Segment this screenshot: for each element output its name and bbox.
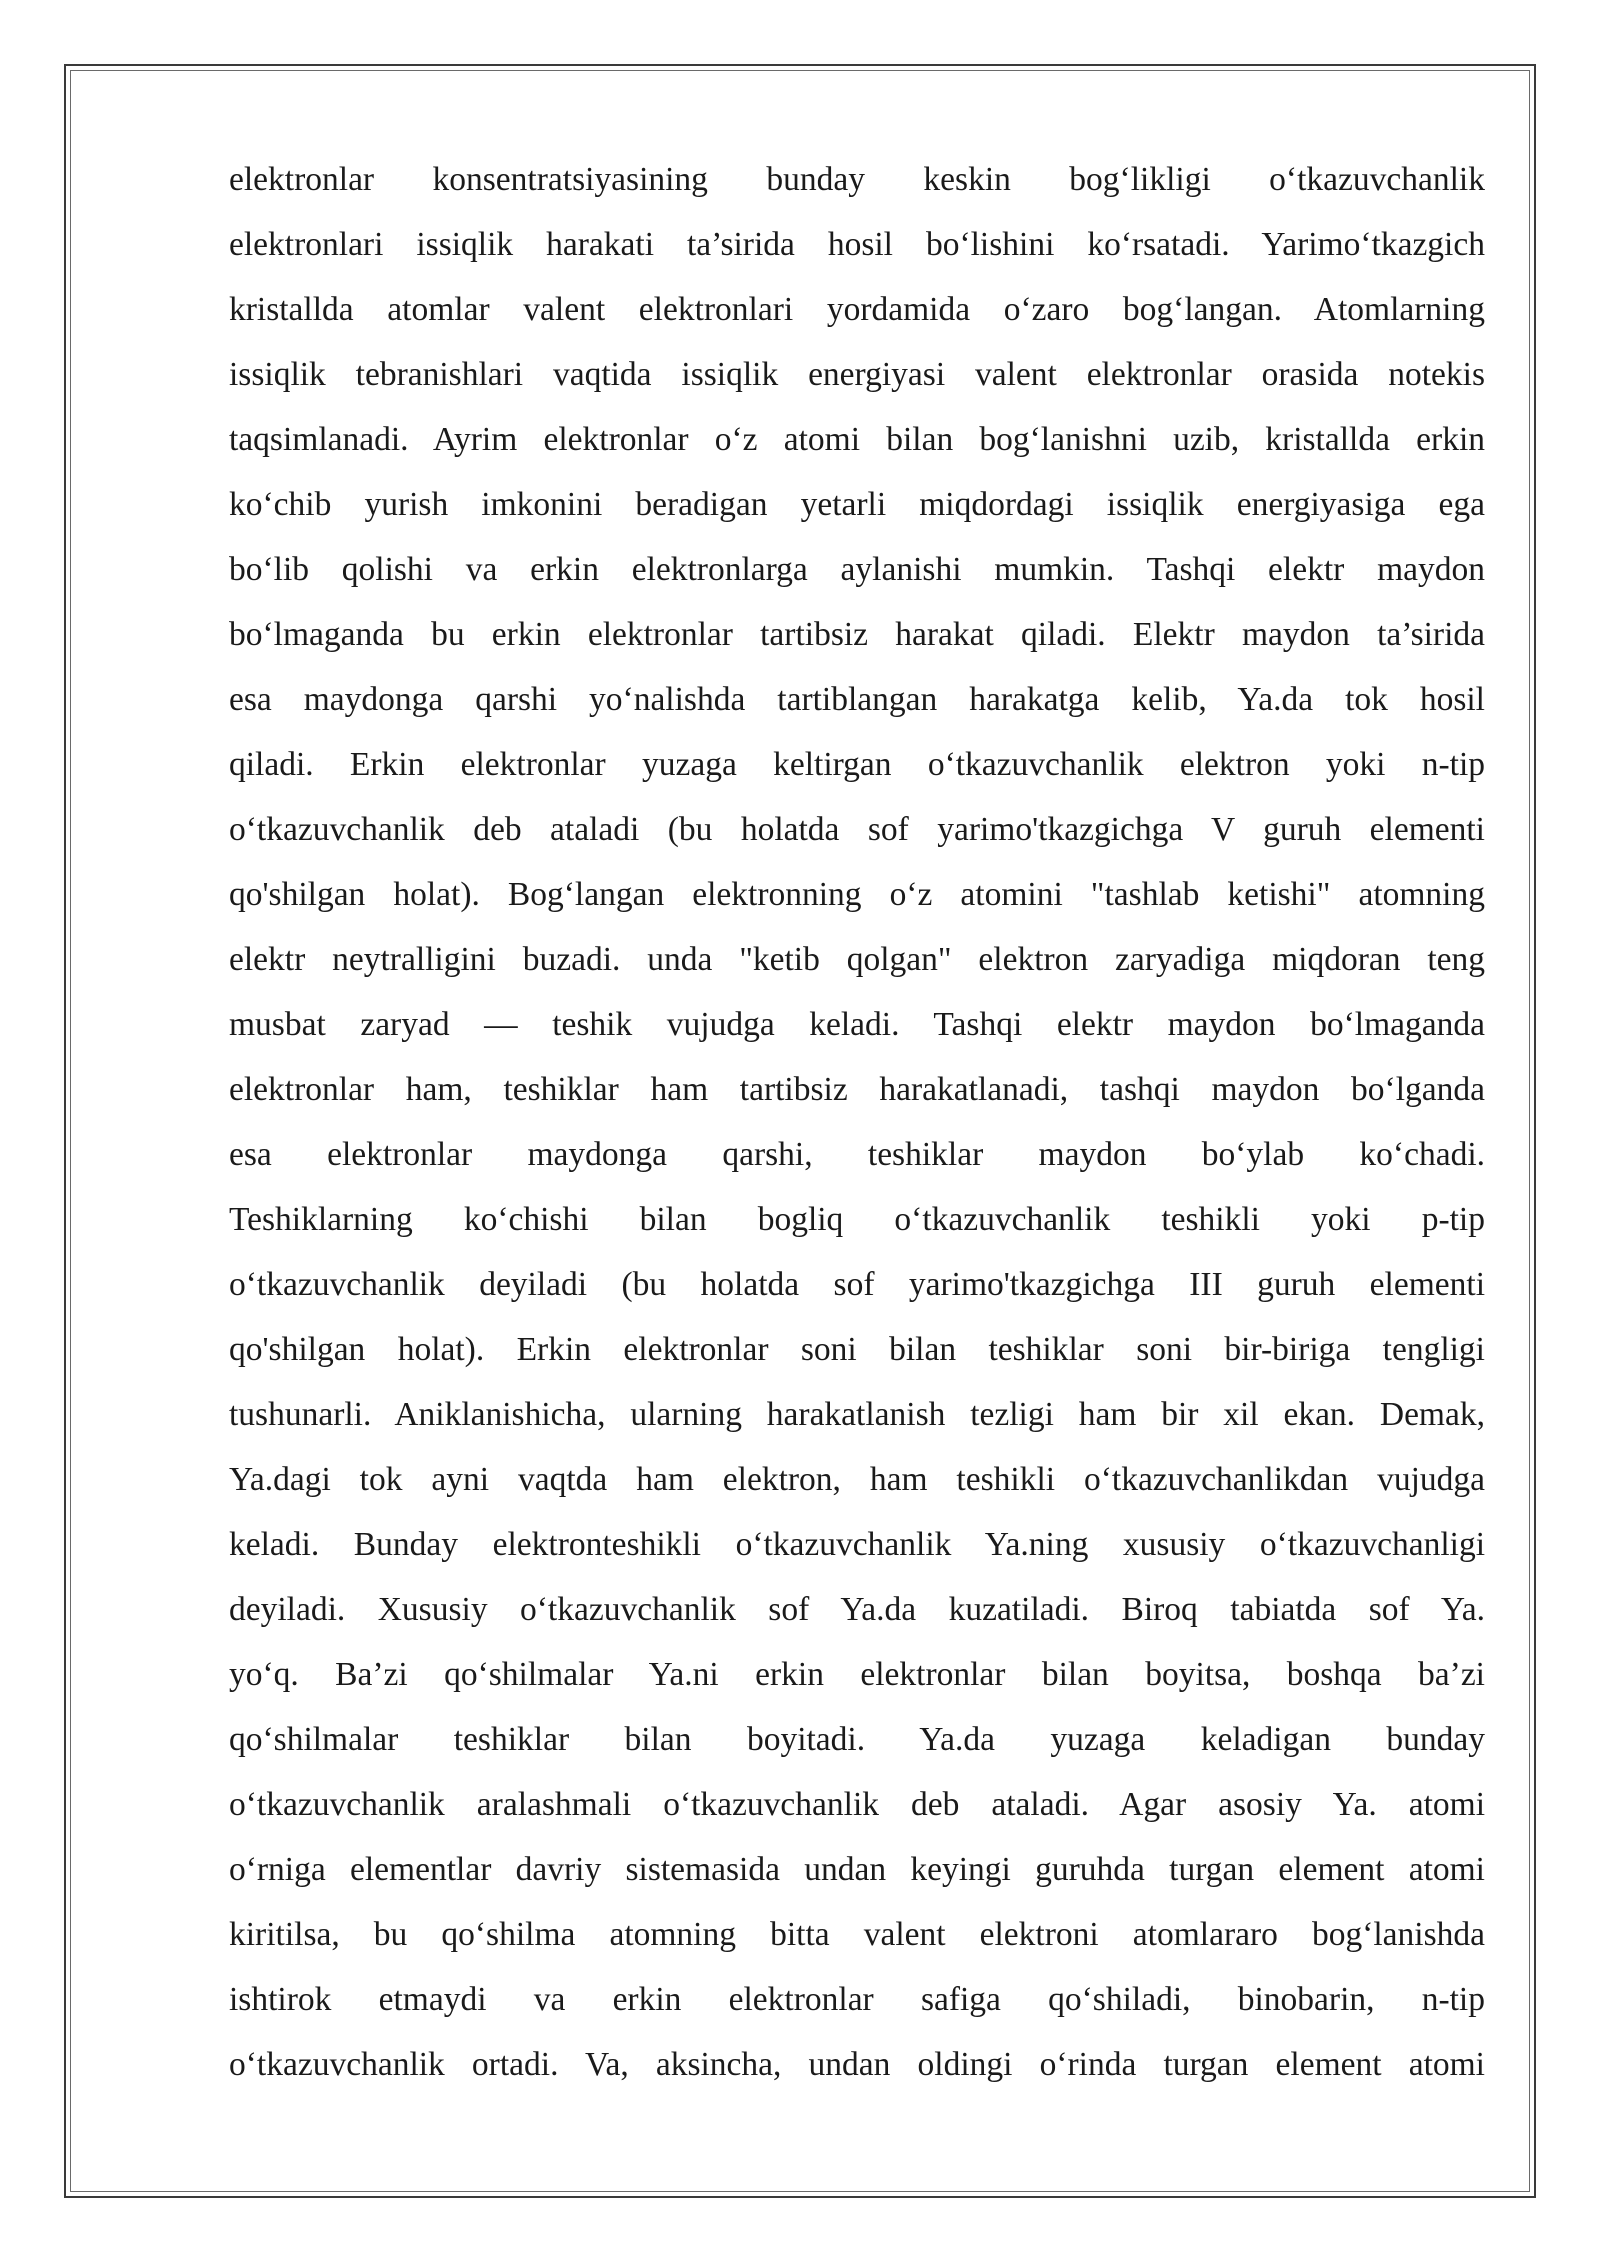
text-line [229, 472, 1485, 537]
text-line [229, 667, 1485, 732]
text-line [229, 1447, 1485, 1512]
text-line-content: ishtirok etmaydi va erkin elektronlar safiga qo‘shiladi, binobarin, n-tip [229, 1981, 1485, 2018]
text-line [229, 1382, 1485, 1447]
text-line-content: o‘tkazuvchanlik aralashmali o‘tkazuvchanlik deb ataladi. Agar asosiy Ya. atomi [229, 1786, 1485, 1823]
text-line-content: elektronlari issiqlik harakati ta’sirida hosil bo‘lishini ko‘rsatadi. Yarimo‘tkazgich [229, 226, 1485, 263]
text-line-content: ko‘chib yurish imkonini beradigan yetarli miqdordagi issiqlik energiyasiga ega [229, 486, 1485, 523]
text-line [229, 342, 1485, 407]
text-line [229, 602, 1485, 667]
text-line-content: o‘tkazuvchanlik ortadi. Va, aksincha, undan oldingi o‘rinda turgan element atomi [229, 2046, 1485, 2083]
text-line-content: musbat zaryad — teshik vujudga keladi. Tashqi elektr maydon bo‘lmaganda [229, 1006, 1485, 1043]
text-line-content: esa elektronlar maydonga qarshi, teshiklar maydon bo‘ylab ko‘chadi. [229, 1136, 1485, 1173]
text-line-content: bo‘lib qolishi va erkin elektronlarga aylanishi mumkin. Tashqi elektr maydon [229, 551, 1485, 588]
text-line [229, 1252, 1485, 1317]
text-line [229, 212, 1485, 277]
text-line [229, 1707, 1485, 1772]
text-line-content: keladi. Bunday elektronteshikli o‘tkazuvchanlik Ya.ning xususiy o‘tkazuvchanligi [229, 1526, 1485, 1563]
text-line [229, 1642, 1485, 1707]
text-line-content: kristallda atomlar valent elektronlari yordamida o‘zaro bog‘langan. Atomlarning [229, 291, 1485, 328]
text-line-content: tushunarli. Aniklanishicha, ularning harakatlanish tezligi ham bir xil ekan. Demak, [229, 1396, 1485, 1433]
text-line-content: yo‘q. Ba’zi qo‘shilmalar Ya.ni erkin elektronlar bilan boyitsa, boshqa ba’zi [229, 1656, 1485, 1693]
text-line [229, 277, 1485, 342]
text-line [229, 1122, 1485, 1187]
text-line-content: qiladi. Erkin elektronlar yuzaga keltirgan o‘tkazuvchanlik elektron yoki n-tip [229, 746, 1485, 783]
text-line-content: qo'shilgan holat). Bog‘langan elektronning o‘z atomini "tashlab ketishi" atomning [229, 876, 1485, 913]
text-line [229, 1772, 1485, 1837]
text-line-content: o‘rniga elementlar davriy sistemasida undan keyingi guruhda turgan element atomi [229, 1851, 1485, 1888]
text-line-content: elektronlar konsentratsiyasining bunday keskin bog‘likligi o‘tkazuvchanlik [229, 161, 1485, 198]
text-line-content: taqsimlanadi. Ayrim elektronlar o‘z atomi bilan bog‘lanishni uzib, kristallda erkin [229, 421, 1485, 458]
text-line-content: bo‘lmaganda bu erkin elektronlar tartibsiz harakat qiladi. Elektr maydon ta’sirida [229, 616, 1485, 653]
text-line [229, 797, 1485, 862]
text-line [229, 537, 1485, 602]
text-line [229, 992, 1485, 1057]
text-line [229, 1837, 1485, 1902]
text-line [229, 2032, 1485, 2097]
text-line-content: qo‘shilmalar teshiklar bilan boyitadi. Ya.da yuzaga keladigan bunday [229, 1721, 1485, 1758]
text-line-content: o‘tkazuvchanlik deb ataladi (bu holatda sof yarimo'tkazgichga V guruh elementi [229, 811, 1485, 848]
text-line-content: esa maydonga qarshi yo‘nalishda tartiblangan harakatga kelib, Ya.da tok hosil [229, 681, 1485, 718]
text-line-content: Teshiklarning ko‘chishi bilan bogliq o‘tkazuvchanlik teshikli yoki p-tip [229, 1201, 1485, 1238]
text-line [229, 147, 1485, 212]
body-text [229, 147, 1485, 2097]
text-line [229, 1057, 1485, 1122]
text-line-content: elektr neytralligini buzadi. unda "ketib qolgan" elektron zaryadiga miqdoran teng [229, 941, 1485, 978]
text-line [229, 1967, 1485, 2032]
text-line [229, 862, 1485, 927]
text-line-content: qo'shilgan holat). Erkin elektronlar soni bilan teshiklar soni bir-biriga tengligi [229, 1331, 1485, 1368]
text-line-content: deyiladi. Xususiy o‘tkazuvchanlik sof Ya.da kuzatiladi. Biroq tabiatda sof Ya. [229, 1591, 1485, 1628]
text-line [229, 927, 1485, 992]
text-line [229, 1187, 1485, 1252]
text-line-content: issiqlik tebranishlari vaqtida issiqlik energiyasi valent elektronlar orasida notekis [229, 356, 1485, 393]
text-line [229, 1902, 1485, 1967]
text-line-content: o‘tkazuvchanlik deyiladi (bu holatda sof yarimo'tkazgichga III guruh elementi [229, 1266, 1485, 1303]
text-line [229, 1512, 1485, 1577]
text-line-content: Ya.dagi tok ayni vaqtda ham elektron, ham teshikli o‘tkazuvchanlikdan vujudga [229, 1461, 1485, 1498]
text-line [229, 732, 1485, 797]
text-line [229, 407, 1485, 472]
text-line [229, 1317, 1485, 1382]
text-line [229, 1577, 1485, 1642]
text-line-content: kiritilsa, bu qo‘shilma atomning bitta valent elektroni atomlararo bog‘lanishda [229, 1916, 1485, 1953]
text-line-content: elektronlar ham, teshiklar ham tartibsiz harakatlanadi, tashqi maydon bo‘lganda [229, 1071, 1485, 1108]
